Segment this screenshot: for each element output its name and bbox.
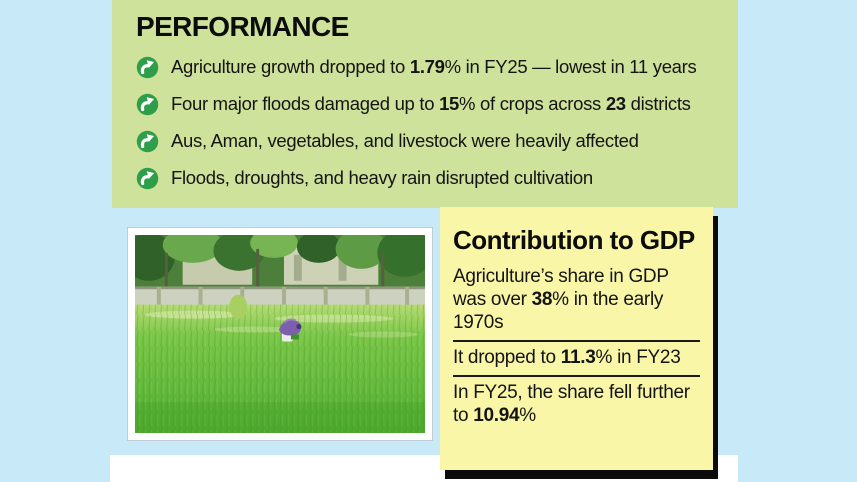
performance-bullet: [136, 55, 738, 80]
photo-frame: [127, 227, 433, 441]
circular-arrow-icon: [136, 56, 159, 79]
text-segment: It dropped to: [453, 347, 561, 369]
photo-field: [135, 295, 425, 433]
text-segment: Agriculture’s share in GDP was over: [453, 266, 669, 311]
performance-title: PERFORMANCE: [136, 11, 349, 42]
text-segment-bold: 10.94: [473, 405, 520, 427]
circular-arrow-icon: [136, 167, 159, 190]
text-segment: Agriculture growth dropped to: [171, 56, 410, 78]
gdp-row: [453, 261, 700, 340]
gdp-row: [453, 377, 700, 433]
bullet-text: [171, 93, 691, 115]
text-segment: In FY25, the share fell further to: [453, 382, 690, 427]
performance-bullet: [136, 92, 738, 117]
paddy-field-photo: [135, 235, 425, 433]
text-segment: % in the early 1970s: [453, 289, 664, 334]
performance-bullet: [136, 129, 738, 154]
bullet-text: [171, 56, 696, 78]
text-segment: % in FY23: [595, 347, 681, 369]
text-segment: %: [519, 405, 536, 427]
performance-bullet: [136, 166, 738, 191]
text-segment-bold: 15: [439, 93, 460, 115]
text-segment-bold: 38: [531, 289, 553, 311]
text-segment: Four major floods damaged up to: [171, 93, 440, 115]
circular-arrow-icon: [136, 130, 159, 153]
circular-arrow-icon: [136, 93, 159, 116]
text-segment: % of crops across: [459, 93, 606, 115]
photo-wall: [135, 287, 425, 307]
text-segment: Floods, droughts, and heavy rain disrupted cultivation: [171, 167, 593, 189]
performance-panel: [112, 0, 738, 208]
bullet-text: [171, 130, 639, 152]
gdp-title: Contribution to GDP: [453, 225, 695, 255]
text-segment-bold: 23: [605, 93, 626, 115]
text-segment-bold: 11.3: [560, 347, 596, 369]
bullet-text: [171, 167, 593, 189]
text-segment: % in FY25 — lowest in 11 years: [444, 56, 697, 78]
gdp-row: [453, 342, 700, 375]
text-segment-bold: 1.79: [409, 56, 445, 78]
gdp-panel: [440, 207, 713, 470]
text-segment: districts: [625, 93, 691, 115]
text-segment: Aus, Aman, vegetables, and livestock were heavily affected: [171, 130, 639, 152]
